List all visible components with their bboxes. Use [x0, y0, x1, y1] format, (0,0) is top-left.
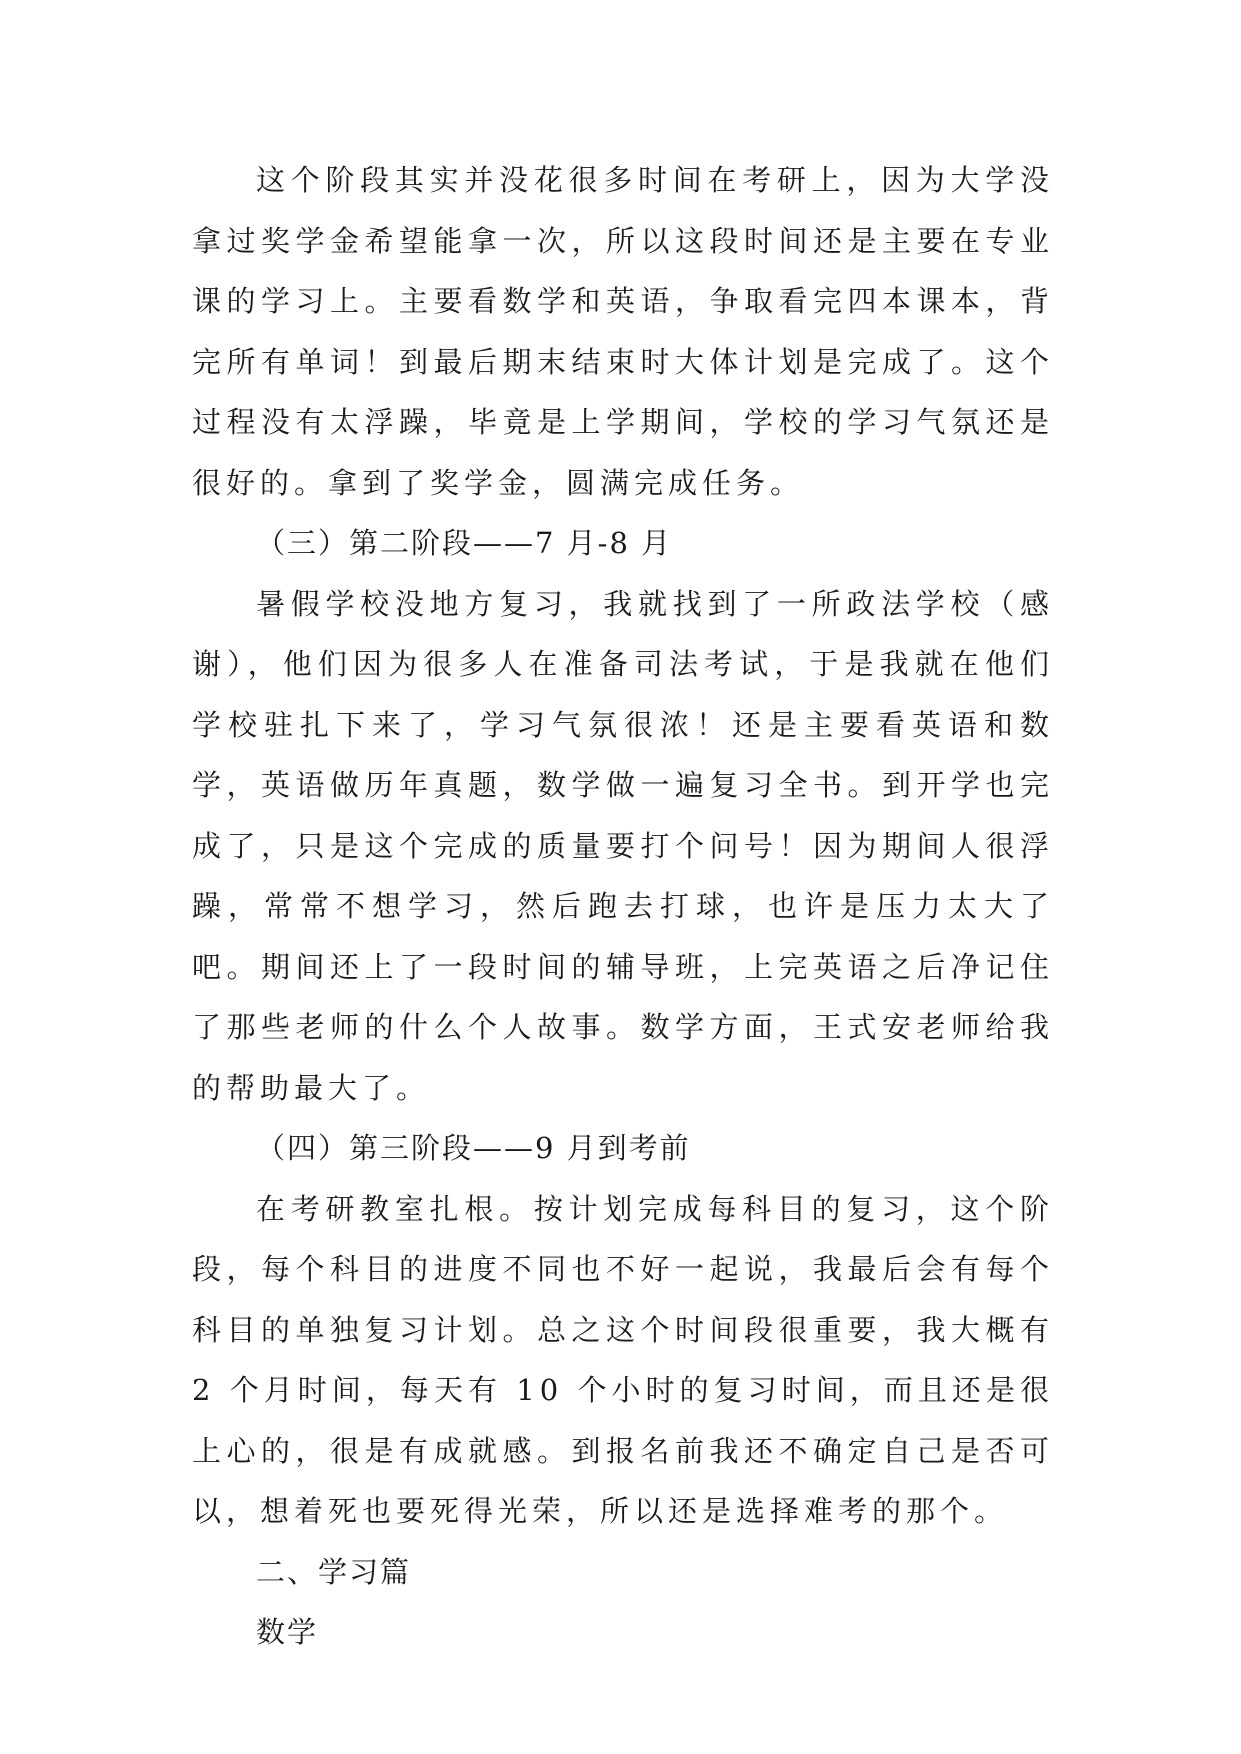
subsection-heading-math: 数学 [256, 1615, 319, 1649]
paragraph-stage-one-summary: 这个阶段其实并没花很多时间在考研上，因为大学没拿过奖学金希望能拿一次，所以这段时间还是主要在专业课的学习上。主要看数学和英语，争取看完四本课本，背完所有单词！到最后期末结束时大体计划是完成了。这个过程没有太浮躁，毕竟是上学期间，学校的学习气氛还是很好的。拿到了奖学金，圆满完成任务。 [192, 163, 1054, 500]
paragraph-stage-two-summary: 暑假学校没地方复习，我就找到了一所政法学校（感谢），他们因为很多人在准备司法考试，于是我就在他们学校驻扎下来了，学习气氛很浓！还是主要看英语和数学，英语做历年真题，数学做一遍复习全书。到开学也完成了，只是这个完成的质量要打个问号！因为期间人很浮躁，常常不想学习，然后跑去打球，也许是压力太大了吧。期间还上了一段时间的辅导班，上完英语之后净记住了那些老师的什么个人故事。数学方面，王式安老师给我的帮助最大了。 [192, 586, 1054, 1105]
section-heading-stage-three: （四）第三阶段——9 月到考前 [256, 1131, 691, 1165]
document-body [192, 150, 1054, 1663]
paragraph-stage-three-summary: 在考研教室扎根。按计划完成每科目的复习，这个阶段，每个科目的进度不同也不好一起说，我最后会有每个科目的单独复习计划。总之这个时间段很重要，我大概有 2 个月时间，每天有 10 个小时的复习时间，而且还是很上心的，很是有成就感。到报名前我还不确定自己是否可以，想着死也要死得光荣，所以还是选择难考的那个。 [192, 1191, 1054, 1528]
section-heading-study: 二、学习篇 [256, 1554, 412, 1589]
section-heading-stage-two: （三）第二阶段——7 月-8 月 [256, 526, 673, 560]
